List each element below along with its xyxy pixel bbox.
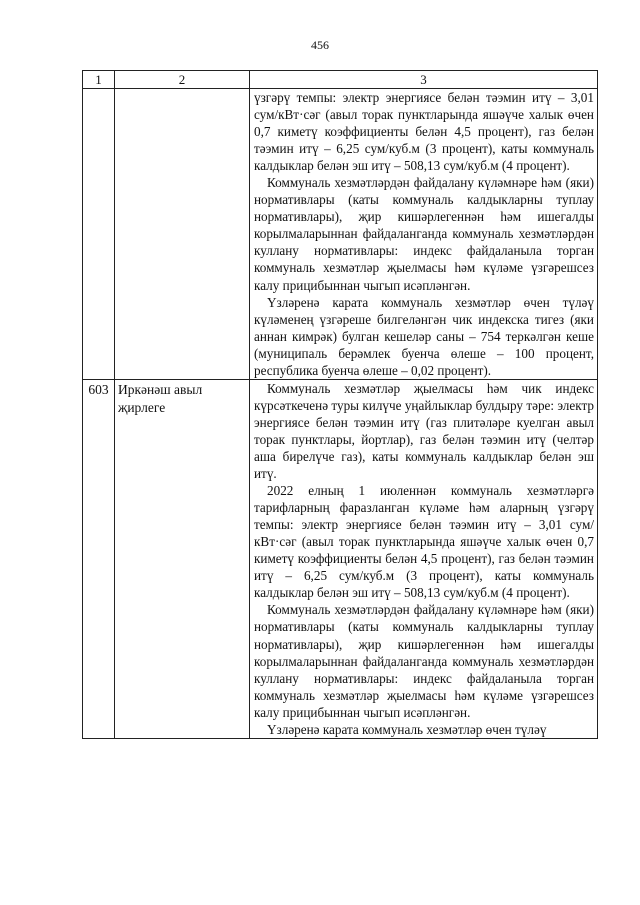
paragraph: Үзләренә карата коммуналь хезмәтләр өчен түләү: [267, 721, 547, 737]
municipal-tariff-table: [82, 70, 598, 739]
paragraph: үзгәрү темпы: электр энергиясе белән тәэмин итү – 3,01 сум/кВт·сәг (авыл торак пунктларында яшәүче халык өчен 0,7 киметү коэффициенты белән 4,5 процент), газ белән тәэмин итү – 6,25 сум/куб.м (3 процент), каты коммуналь калдыклар белән эш итү – 508,13 сум/куб.м (4 процент).: [254, 90, 594, 174]
row-number: [83, 89, 115, 380]
header-column-3: 3: [250, 71, 598, 89]
table-row: [83, 379, 598, 738]
table-header-row: [83, 71, 598, 89]
paragraph: Коммуналь хезмәтләрдән файдалану күләмнәре һәм (яки) нормативлары (каты коммуналь калдыкларны туплау нормативлары), җир кишәрлегеннән һәм ишегалды корылмаларыннан файдаланганда коммуналь хезмәтләрдән куллану нормативлары: индекс файдаланыла торган коммуналь хезмәтләр җыелмасы һәм күләме үзгәрешсез калу прицибыннан чыгып исәпләнгән.: [254, 602, 594, 720]
page-number: 456: [311, 38, 329, 52]
table-row: [83, 89, 598, 380]
settlement-name: Иркәнәш авыл җирлеге: [115, 379, 250, 738]
row-description: [250, 379, 598, 738]
header-column-2: 2: [115, 71, 250, 89]
row-description: [250, 89, 598, 380]
header-column-1: 1: [83, 71, 115, 89]
row-number: 603: [83, 379, 115, 738]
paragraph: Коммуналь хезмәтләрдән файдалану күләмнәре һәм (яки) нормативлары (каты коммуналь калдыкларны туплау нормативлары), җир кишәрлегеннән һәм ишегалды корылмаларыннан файдаланганда коммуналь хезмәтләрдән куллану нормативлары: индекс файдаланыла торган коммуналь хезмәтләр җыелмасы һәм күләме үзгәрешсез калу прицибыннан чыгып исәпләнгән.: [254, 175, 594, 293]
paragraph: Үзләренә карата коммуналь хезмәтләр өчен түләү күләменең үзгәреше билгеләнгән чик индекска тигез (яки аннан кимрәк) булган кешеләр саны – 754 теркәлгән кеше (муниципаль берәмлек буенча өлеше – 100 процент, республика буенча өлеше – 0,02 процент).: [254, 294, 594, 378]
paragraph: Коммуналь хезмәтләр җыелмасы һәм чик индекс күрсәткеченә туры килүче уңайлыклар булдыру тәре: электр энергиясе белән тәэмин итү (газ плитәләре куелган авыл торак пунктлары, йортлар), газ белән тәэмин итү (челтәр аша бирелүче газ), каты коммуналь калдыклар белән эш итү.: [254, 380, 594, 482]
settlement-name: [115, 89, 250, 380]
paragraph: 2022 елның 1 июленнән коммуналь хезмәтләргә тарифларның фаразланган күләме һәм аларның үзгәрү темпы: электр энергиясе белән тәэмин итү – 3,01 сум/кВт·сәг (авыл торак пунктларында яшәүче халык өчен 0,7 киметү коэффициенты белән 4,5 процент), газ белән тәэмин итү – 6,25 сум/куб.м (3 процент), каты коммуналь калдыклар белән эш итү – 508,13 сум/куб.м (4 процент).: [254, 483, 594, 601]
